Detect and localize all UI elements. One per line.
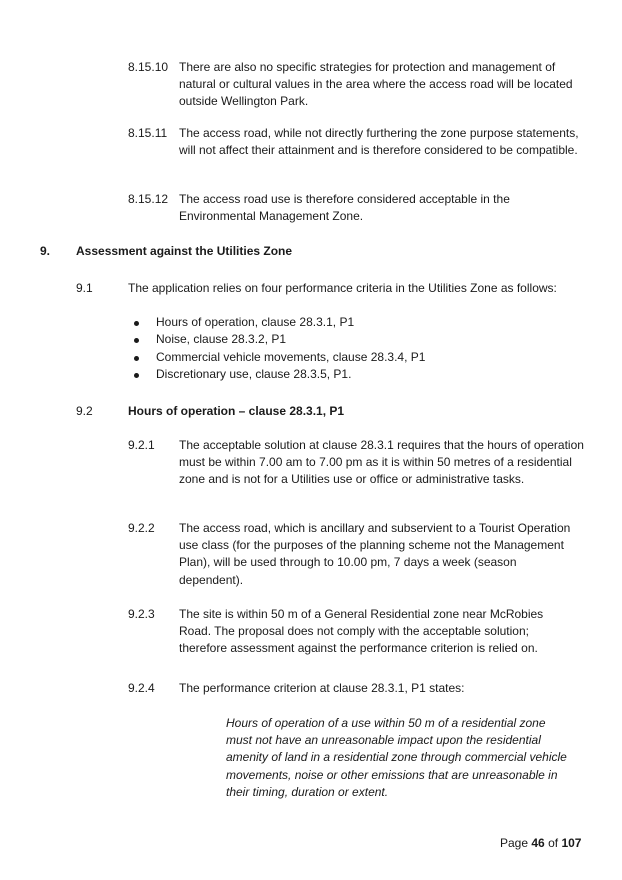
list-item-text: Hours of operation, clause 28.3.1, P1	[156, 315, 355, 329]
paragraph-text: There are also no specific strategies for protection and management of natural or cultural values in the area where the access road will be located outside Wellington Park.	[179, 60, 573, 109]
criteria-list	[130, 314, 425, 384]
paragraph-number: 8.15.11	[128, 126, 168, 140]
paragraph-number: 9.2.2	[128, 521, 155, 535]
bullet-icon	[134, 373, 139, 378]
block-quote: Hours of operation of a use within 50 m of a residential zone must not have an unreasonable impact upon the residential amenity of land in a residential zone through commercial vehicle movements, noise or other emissions that are unreasonable in their timing, duration or extent.	[226, 716, 567, 799]
paragraph-text: The performance criterion at clause 28.3.1, P1 states:	[179, 681, 465, 695]
bullet-icon	[134, 356, 139, 361]
paragraph-text: The acceptable solution at clause 28.3.1 requires that the hours of operation must be within 7.00 am to 7.00 pm as it is within 50 metres of a residential zone and is not for a Utilities use or office or administrative tasks.	[179, 438, 584, 487]
paragraph-number: 8.15.12	[128, 192, 169, 206]
bullet-icon	[134, 338, 139, 343]
section-title: Assessment against the Utilities Zone	[76, 244, 293, 258]
paragraph-number: 9.2.4	[128, 681, 155, 695]
page-label: Page	[500, 836, 529, 850]
current-page-number: 46	[531, 836, 545, 850]
paragraph-text: The access road, while not directly furthering the zone purpose statements, will not affect their attainment and is therefore considered to be compatible.	[179, 126, 579, 158]
list-item	[130, 349, 425, 366]
subsection-number: 9.2	[76, 404, 93, 418]
of-label: of	[548, 836, 559, 850]
list-item	[130, 331, 425, 348]
list-item	[130, 366, 425, 383]
paragraph-number: 9.1	[76, 281, 93, 295]
subsection-title: Hours of operation – clause 28.3.1, P1	[128, 404, 345, 418]
list-item-text: Noise, clause 28.3.2, P1	[156, 332, 287, 347]
paragraph-number: 8.15.10	[128, 60, 169, 74]
paragraph-text: The access road, which is ancillary and subservient to a Tourist Operation use class (for the purposes of the planning scheme not the Management Plan), will be used through to 10.00 pm, 7 days a week (season dependent).	[179, 521, 571, 587]
section-number: 9.	[40, 244, 51, 258]
bullet-icon	[134, 321, 139, 326]
list-item	[130, 314, 425, 331]
paragraph-text: The site is within 50 m of a General Residential zone near McRobies Road. The proposal does not comply with the acceptable solution; therefore assessment against the performance criterion is relied on.	[179, 607, 544, 656]
page-number-footer	[500, 836, 581, 850]
list-item-text: Discretionary use, clause 28.3.5, P1.	[156, 367, 352, 382]
paragraph-text: The access road use is therefore considered acceptable in the Environmental Management Zone.	[179, 192, 510, 224]
paragraph-number: 9.2.1	[128, 438, 155, 452]
paragraph-text: The application relies on four performance criteria in the Utilities Zone as follows:	[128, 281, 557, 295]
total-page-count: 107	[561, 836, 582, 850]
paragraph-number: 9.2.3	[128, 607, 155, 621]
list-item-text: Commercial vehicle movements, clause 28.3.4, P1	[156, 349, 426, 364]
